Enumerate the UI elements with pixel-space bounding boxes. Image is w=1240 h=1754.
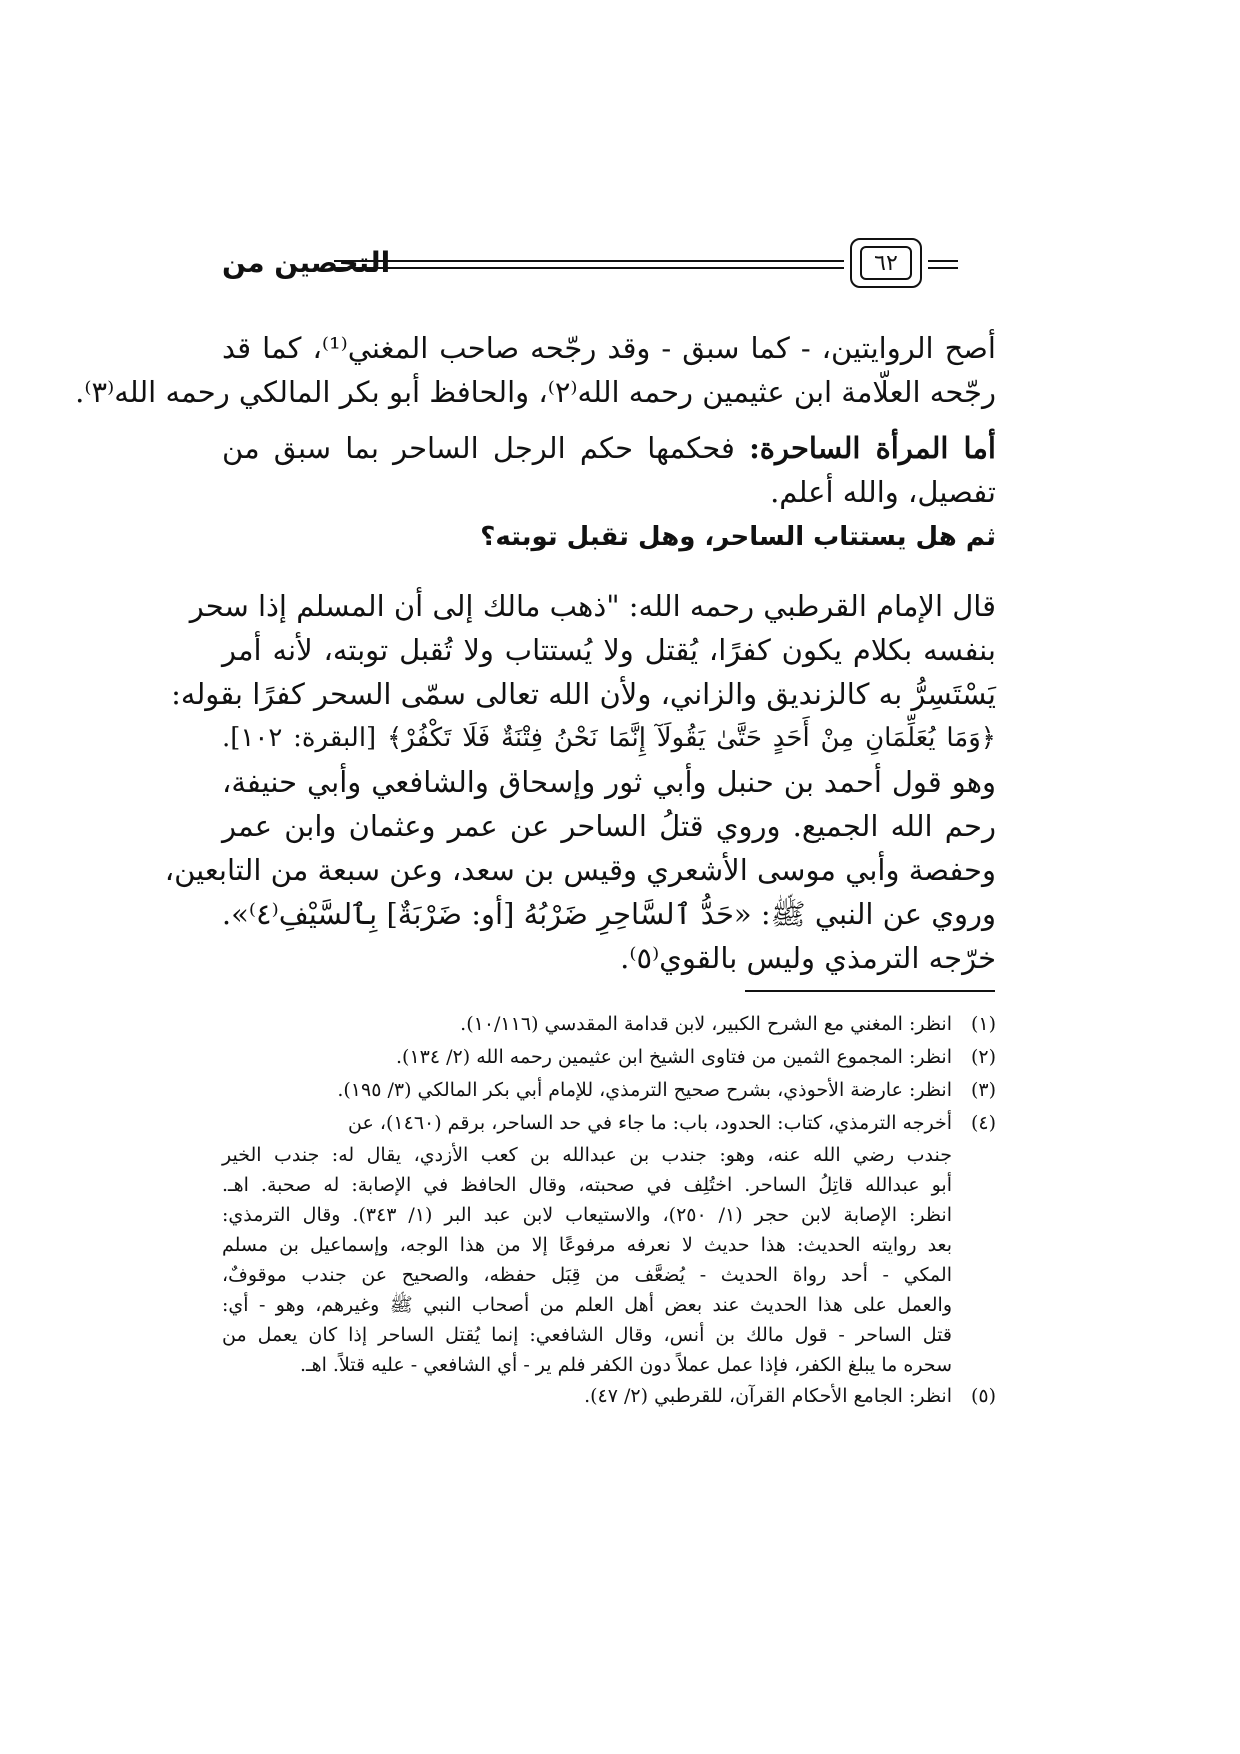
footnote-separator bbox=[745, 990, 995, 992]
header-rule bbox=[928, 267, 958, 269]
footnote-text: انظر: الجامع الأحكام القرآن، للقرطبي (٢/ ٤٧). bbox=[584, 1385, 952, 1407]
footnote-text: بعد روايته الحديث: هذا حديث لا نعرفه مرفوعًا إلا من هذا الوجه، وإسماعيل بن مسلم bbox=[222, 1234, 952, 1256]
footnote-text: جندب رضي الله عنه، وهو: جندب بن عبدالله بن كعب الأزدي، يقال له: جندب الخير bbox=[222, 1144, 952, 1166]
header-rule bbox=[928, 260, 958, 262]
footnote-number: (٥) bbox=[970, 1385, 996, 1407]
text-line: تفصيل، والله أعلم. bbox=[770, 475, 996, 509]
text-line: رجّحه العلّامة ابن عثيمين رحمه الله⁽٢⁾، والحافظ أبو بكر المالكي رحمه الله⁽٣⁾. bbox=[75, 375, 996, 409]
footnote-number: (١) bbox=[970, 1013, 996, 1035]
footnote-text: أبو عبدالله قاتِلُ الساحر. اختُلِف في صحبته، وقال الحافظ في الإصابة: له صحبة. اهـ. bbox=[222, 1174, 952, 1196]
bold-lead: أما المرأة الساحرة: bbox=[749, 431, 996, 465]
header-rule bbox=[334, 267, 844, 269]
text-line: قال الإمام القرطبي رحمه الله: "ذهب مالك إلى أن المسلم إذا سحر bbox=[189, 589, 996, 623]
paragraph-1 bbox=[75, 326, 996, 414]
footnote-2 bbox=[222, 1041, 996, 1074]
footnote-text: انظر: الإصابة لابن حجر (١/ ٢٥٠)، والاستيعاب لابن عبد البر (١/ ٣٤٣). وقال الترمذي: bbox=[222, 1204, 952, 1226]
text-line: رحم الله الجميع. وروي قتلُ الساحر عن عمر وعثمان وابن عمر bbox=[222, 809, 996, 843]
footnote-4 bbox=[222, 1107, 996, 1140]
footnotes bbox=[222, 1008, 996, 1413]
footnote-number: (٤) bbox=[970, 1112, 996, 1134]
heading-text: ثم هل يستتاب الساحر، وهل تقبل توبته؟ bbox=[480, 522, 996, 552]
text-line: وهو قول أحمد بن حنبل وأبي ثور وإسحاق والشافعي وأبي حنيفة، bbox=[222, 765, 996, 799]
page-number: ٦٢ bbox=[860, 246, 912, 280]
section-heading bbox=[222, 515, 996, 559]
text-line: أصح الروايتين، - كما سبق - وقد رجّحه صاحب المغني⁽¹⁾، كما قد bbox=[222, 331, 996, 365]
footnote-1 bbox=[222, 1008, 996, 1041]
footnote-text: قتل الساحر - قول مالك بن أنس، وقال الشافعي: إنما يُقتل الساحر إذا كان يعمل من bbox=[222, 1324, 952, 1346]
footnote-text: والعمل على هذا الحديث عند بعض أهل العلم من أصحاب النبي ﷺ وغيرهم، وهو - أي: bbox=[222, 1294, 952, 1316]
quran-verse: ﴿وَمَا يُعَلِّمَانِ مِنْ أَحَدٍ حَتَّىٰ يَقُولَآ إِنَّمَا نَحْنُ فِتْنَةٌ فَلَا تَكْفُرْ﴾ [البقرة: ١٠٢]. bbox=[222, 723, 996, 753]
text-line: وروي عن النبي ﷺ: «حَدُّ ٱلسَّاحِرِ ضَرْبُهُ [أو: ضَرْبَةٌ] بِٱلسَّيْفِ⁽٤⁾». bbox=[221, 897, 996, 931]
footnote-text: أخرجه الترمذي، كتاب: الحدود، باب: ما جاء في حد الساحر، برقم (١٤٦٠)، عن bbox=[348, 1112, 952, 1134]
footnote-text: انظر: المغني مع الشرح الكبير، لابن قدامة المقدسي (١٠/١١٦). bbox=[460, 1013, 952, 1035]
text-line bbox=[222, 426, 996, 470]
footnote-3 bbox=[222, 1074, 996, 1107]
footnote-number: (٣) bbox=[970, 1079, 996, 1101]
header-rule bbox=[334, 260, 844, 262]
page-number-frame bbox=[850, 238, 922, 288]
footnote-number: (٢) bbox=[970, 1046, 996, 1068]
footnote-5 bbox=[222, 1380, 996, 1413]
footnote-text: المكي - أحد رواة الحديث - يُضعَّف من قِبَل حفظه، والصحيح عن جندب موقوفٌ، bbox=[222, 1264, 952, 1286]
footnote-text: سحره ما يبلغ الكفر، فإذا عمل عملاً دون الكفر فلم ير - أي الشافعي - عليه قتلاً. اهـ. bbox=[299, 1354, 952, 1376]
running-title: التحصين من bbox=[222, 246, 391, 279]
text-line: يَسْتَسِرُّ به كالزنديق والزاني، ولأن الله تعالى سمّى السحر كفرًا بقوله: bbox=[171, 677, 996, 711]
paragraph-2 bbox=[222, 426, 996, 514]
text-line: وحفصة وأبي موسى الأشعري وقيس بن سعد، وعن سبعة من التابعين، bbox=[164, 853, 996, 887]
text-span: فحكمها حكم الرجل الساحر بما سبق من bbox=[222, 431, 750, 465]
text-line: خرّجه الترمذي وليس بالقوي⁽٥⁾. bbox=[620, 941, 996, 975]
text-line: بنفسه بكلام يكون كفرًا، يُقتل ولا يُستتاب ولا تُقبل توبته، لأنه أمر bbox=[222, 633, 996, 667]
paragraph-3 bbox=[164, 584, 996, 980]
page-header bbox=[222, 238, 996, 296]
footnote-text: انظر: المجموع الثمين من فتاوى الشيخ ابن عثيمين رحمه الله (٢/ ١٣٤). bbox=[396, 1046, 952, 1068]
footnote-text: انظر: عارضة الأحوذي، بشرح صحيح الترمذي، للإمام أبي بكر المالكي (٣/ ١٩٥). bbox=[337, 1079, 952, 1101]
